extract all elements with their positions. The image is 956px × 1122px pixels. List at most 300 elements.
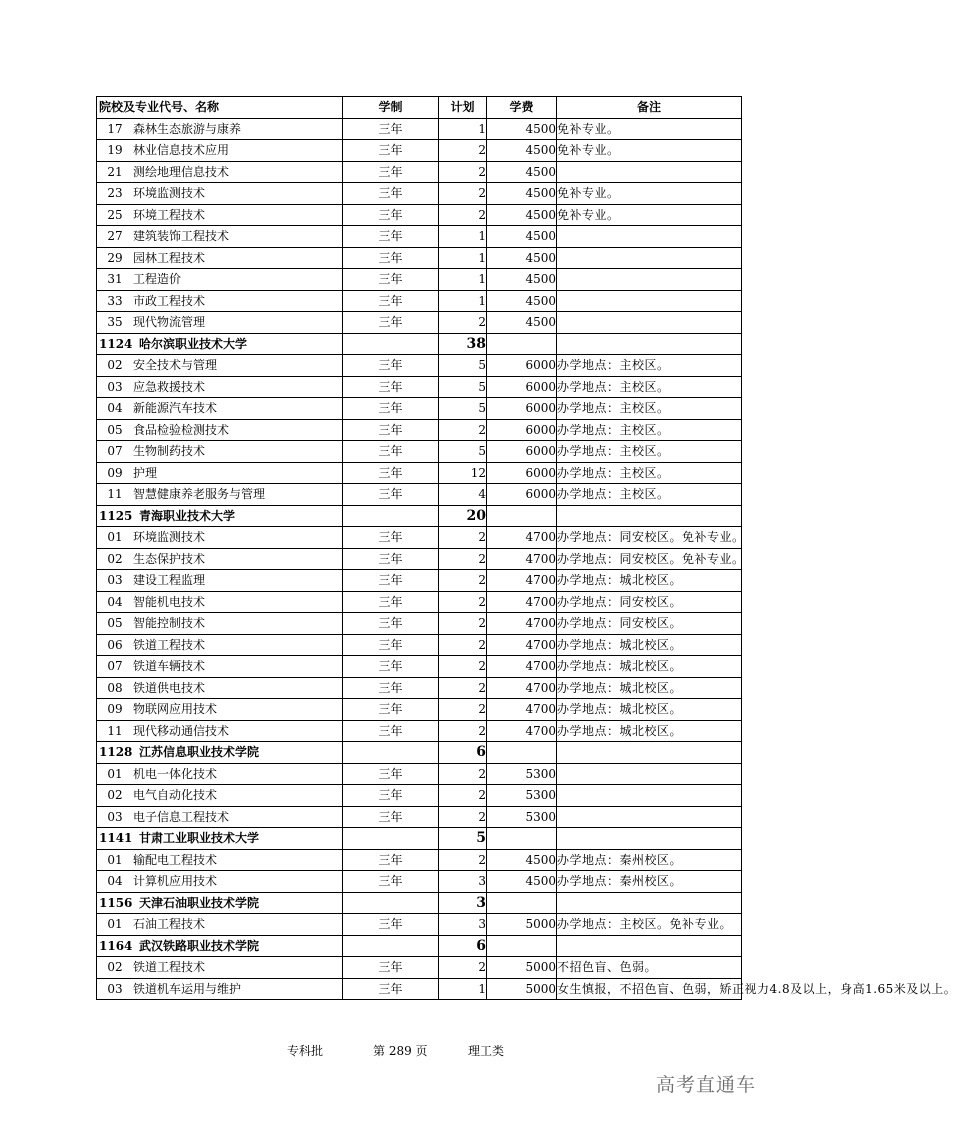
major-name: 铁道车辆技术 bbox=[133, 659, 206, 673]
fee-cell: 4500 bbox=[487, 161, 557, 183]
major-code: 02 bbox=[107, 788, 123, 802]
major-code: 33 bbox=[107, 293, 123, 308]
name-cell bbox=[97, 269, 343, 291]
duration-cell: 三年 bbox=[343, 226, 439, 248]
school-row bbox=[97, 892, 742, 914]
plan-cell: 2 bbox=[439, 763, 487, 785]
duration-cell: 三年 bbox=[343, 720, 439, 742]
header-fee: 学费 bbox=[487, 97, 557, 119]
duration-cell: 三年 bbox=[343, 161, 439, 183]
major-name: 智能控制技术 bbox=[133, 616, 206, 630]
plan-cell: 2 bbox=[439, 548, 487, 570]
name-cell bbox=[97, 333, 343, 355]
plan-cell: 4 bbox=[439, 484, 487, 506]
note-cell: 办学地点：同安校区。免补专业。 bbox=[557, 548, 742, 570]
table-row bbox=[97, 978, 742, 1000]
duration-cell: 三年 bbox=[343, 398, 439, 420]
fee-cell: 5000 bbox=[487, 978, 557, 1000]
major-name: 建设工程监理 bbox=[133, 573, 206, 587]
major-code: 05 bbox=[107, 422, 123, 437]
major-name: 环境监测技术 bbox=[133, 186, 206, 200]
fee-cell: 4700 bbox=[487, 634, 557, 656]
plan-cell: 2 bbox=[439, 527, 487, 549]
table-row bbox=[97, 290, 742, 312]
fee-cell: 6000 bbox=[487, 398, 557, 420]
name-cell bbox=[97, 720, 343, 742]
major-name: 生态保护技术 bbox=[133, 551, 206, 566]
fee-cell: 4700 bbox=[487, 677, 557, 699]
table-row bbox=[97, 677, 742, 699]
major-name: 园林工程技术 bbox=[133, 250, 206, 265]
note-cell: 办学地点：城北校区。 bbox=[557, 677, 742, 699]
plan-cell: 2 bbox=[439, 699, 487, 721]
fee-cell: 4500 bbox=[487, 226, 557, 248]
note-cell: 办学地点：主校区。 bbox=[557, 484, 742, 506]
name-cell bbox=[97, 118, 343, 140]
duration-cell bbox=[343, 828, 439, 850]
school-code: 1128 bbox=[99, 745, 133, 759]
header-plan: 计划 bbox=[439, 97, 487, 119]
table-row bbox=[97, 118, 742, 140]
fee-cell: 4700 bbox=[487, 699, 557, 721]
fee-cell: 4500 bbox=[487, 183, 557, 205]
plan-cell: 5 bbox=[439, 398, 487, 420]
plan-cell: 2 bbox=[439, 957, 487, 979]
table-row bbox=[97, 871, 742, 893]
plan-cell: 2 bbox=[439, 419, 487, 441]
name-cell bbox=[97, 484, 343, 506]
major-code: 21 bbox=[107, 164, 123, 179]
name-cell bbox=[97, 290, 343, 312]
fee-cell: 5000 bbox=[487, 914, 557, 936]
major-code: 01 bbox=[107, 917, 123, 931]
fee-cell: 4500 bbox=[487, 269, 557, 291]
major-code: 07 bbox=[107, 444, 123, 458]
plan-cell: 5 bbox=[439, 828, 487, 850]
major-code: 01 bbox=[107, 530, 123, 544]
note-cell: 女生慎报，不招色盲、色弱，矫正视力4.8及以上，身高1.65米及以上。 bbox=[557, 978, 742, 1000]
major-code: 25 bbox=[107, 207, 123, 222]
fee-cell: 6000 bbox=[487, 441, 557, 463]
duration-cell: 三年 bbox=[343, 806, 439, 828]
plan-cell: 12 bbox=[439, 462, 487, 484]
name-cell bbox=[97, 957, 343, 979]
fee-cell: 4500 bbox=[487, 871, 557, 893]
school-code: 1156 bbox=[99, 895, 133, 910]
note-cell: 办学地点：城北校区。 bbox=[557, 570, 742, 592]
plan-cell: 1 bbox=[439, 226, 487, 248]
note-cell: 办学地点：主校区。 bbox=[557, 419, 742, 441]
duration-cell: 三年 bbox=[343, 376, 439, 398]
table-row bbox=[97, 140, 742, 162]
table-row bbox=[97, 376, 742, 398]
duration-cell: 三年 bbox=[343, 204, 439, 226]
duration-cell: 三年 bbox=[343, 656, 439, 678]
table-row bbox=[97, 548, 742, 570]
fee-cell: 5300 bbox=[487, 785, 557, 807]
name-cell bbox=[97, 398, 343, 420]
major-code: 31 bbox=[107, 272, 123, 286]
major-name: 石油工程技术 bbox=[133, 917, 206, 931]
major-code: 01 bbox=[107, 766, 123, 781]
major-name: 物联网应用技术 bbox=[133, 702, 218, 716]
name-cell bbox=[97, 871, 343, 893]
fee-cell: 4700 bbox=[487, 720, 557, 742]
plan-cell: 2 bbox=[439, 161, 487, 183]
table-row bbox=[97, 527, 742, 549]
note-cell bbox=[557, 505, 742, 527]
major-code: 08 bbox=[107, 680, 123, 695]
school-code: 1124 bbox=[99, 336, 133, 351]
major-code: 05 bbox=[107, 616, 123, 630]
fee-cell bbox=[487, 333, 557, 355]
table-row bbox=[97, 204, 742, 226]
major-code: 27 bbox=[107, 229, 123, 243]
fee-cell: 4500 bbox=[487, 290, 557, 312]
school-row bbox=[97, 333, 742, 355]
duration-cell: 三年 bbox=[343, 914, 439, 936]
duration-cell: 三年 bbox=[343, 419, 439, 441]
plan-cell: 2 bbox=[439, 204, 487, 226]
note-cell: 免补专业。 bbox=[557, 204, 742, 226]
fee-cell bbox=[487, 935, 557, 957]
school-name: 天津石油职业技术学院 bbox=[139, 895, 260, 910]
major-name: 智慧健康养老服务与管理 bbox=[133, 487, 266, 501]
duration-cell: 三年 bbox=[343, 355, 439, 377]
major-code: 02 bbox=[107, 551, 123, 566]
school-code: 1125 bbox=[99, 508, 133, 523]
fee-cell: 5300 bbox=[487, 806, 557, 828]
major-name: 食品检验检测技术 bbox=[133, 422, 230, 437]
major-code: 01 bbox=[107, 852, 123, 867]
duration-cell: 三年 bbox=[343, 978, 439, 1000]
plan-cell: 1 bbox=[439, 118, 487, 140]
plan-cell: 2 bbox=[439, 613, 487, 635]
note-cell: 办学地点：主校区。 bbox=[557, 441, 742, 463]
major-name: 电气自动化技术 bbox=[133, 788, 218, 802]
major-name: 电子信息工程技术 bbox=[133, 809, 230, 824]
fee-cell bbox=[487, 892, 557, 914]
major-name: 应急救援技术 bbox=[133, 379, 206, 394]
plan-cell: 2 bbox=[439, 140, 487, 162]
plan-cell: 20 bbox=[439, 505, 487, 527]
duration-cell: 三年 bbox=[343, 570, 439, 592]
duration-cell: 三年 bbox=[343, 527, 439, 549]
note-cell: 办学地点：城北校区。 bbox=[557, 699, 742, 721]
school-row bbox=[97, 935, 742, 957]
major-code: 11 bbox=[107, 487, 123, 501]
plan-cell: 5 bbox=[439, 355, 487, 377]
major-code: 02 bbox=[107, 358, 123, 372]
plan-cell: 2 bbox=[439, 785, 487, 807]
plan-cell: 3 bbox=[439, 871, 487, 893]
duration-cell: 三年 bbox=[343, 312, 439, 334]
major-code: 23 bbox=[107, 186, 123, 200]
fee-cell bbox=[487, 742, 557, 764]
name-cell bbox=[97, 742, 343, 764]
name-cell bbox=[97, 677, 343, 699]
school-row bbox=[97, 828, 742, 850]
major-name: 护理 bbox=[133, 465, 158, 480]
major-name: 工程造价 bbox=[133, 272, 182, 286]
fee-cell: 4500 bbox=[487, 849, 557, 871]
plan-cell: 5 bbox=[439, 376, 487, 398]
name-cell bbox=[97, 634, 343, 656]
major-name: 输配电工程技术 bbox=[133, 852, 218, 867]
note-cell bbox=[557, 312, 742, 334]
note-cell bbox=[557, 828, 742, 850]
name-cell bbox=[97, 591, 343, 613]
school-name: 哈尔滨职业技术大学 bbox=[139, 336, 248, 351]
note-cell: 免补专业。 bbox=[557, 183, 742, 205]
name-cell bbox=[97, 656, 343, 678]
plan-cell: 6 bbox=[439, 935, 487, 957]
major-name: 计算机应用技术 bbox=[133, 874, 218, 888]
major-name: 智能机电技术 bbox=[133, 594, 206, 609]
duration-cell: 三年 bbox=[343, 763, 439, 785]
school-name: 江苏信息职业技术学院 bbox=[139, 745, 260, 759]
duration-cell: 三年 bbox=[343, 140, 439, 162]
duration-cell: 三年 bbox=[343, 677, 439, 699]
fee-cell bbox=[487, 505, 557, 527]
duration-cell: 三年 bbox=[343, 441, 439, 463]
name-cell bbox=[97, 204, 343, 226]
school-name: 甘肃工业职业技术大学 bbox=[139, 831, 260, 845]
table-row bbox=[97, 462, 742, 484]
fee-cell bbox=[487, 828, 557, 850]
table-row bbox=[97, 763, 742, 785]
major-code: 03 bbox=[107, 981, 123, 996]
plan-cell: 2 bbox=[439, 183, 487, 205]
major-name: 铁道机车运用与维护 bbox=[133, 981, 242, 996]
fee-cell: 5000 bbox=[487, 957, 557, 979]
name-cell bbox=[97, 161, 343, 183]
fee-cell: 4500 bbox=[487, 204, 557, 226]
name-cell bbox=[97, 828, 343, 850]
table-row bbox=[97, 419, 742, 441]
table-row bbox=[97, 441, 742, 463]
name-cell bbox=[97, 763, 343, 785]
major-code: 07 bbox=[107, 659, 123, 673]
name-cell bbox=[97, 505, 343, 527]
name-cell bbox=[97, 140, 343, 162]
note-cell: 办学地点：同安校区。 bbox=[557, 591, 742, 613]
name-cell bbox=[97, 914, 343, 936]
footer-page-number: 第 289 页 bbox=[373, 1044, 428, 1058]
note-cell bbox=[557, 161, 742, 183]
duration-cell bbox=[343, 505, 439, 527]
major-name: 新能源汽车技术 bbox=[133, 401, 218, 415]
name-cell bbox=[97, 312, 343, 334]
table-row bbox=[97, 957, 742, 979]
duration-cell: 三年 bbox=[343, 247, 439, 269]
name-cell bbox=[97, 548, 343, 570]
duration-cell: 三年 bbox=[343, 290, 439, 312]
major-code: 17 bbox=[107, 121, 123, 136]
fee-cell: 4700 bbox=[487, 527, 557, 549]
major-name: 环境监测技术 bbox=[133, 530, 206, 544]
major-name: 安全技术与管理 bbox=[133, 358, 218, 372]
note-cell bbox=[557, 247, 742, 269]
major-code: 09 bbox=[107, 702, 123, 716]
name-cell bbox=[97, 226, 343, 248]
name-cell bbox=[97, 527, 343, 549]
name-cell bbox=[97, 247, 343, 269]
table-row bbox=[97, 484, 742, 506]
table-row bbox=[97, 699, 742, 721]
plan-cell: 1 bbox=[439, 247, 487, 269]
major-code: 03 bbox=[107, 573, 123, 587]
plan-cell: 1 bbox=[439, 978, 487, 1000]
plan-cell: 2 bbox=[439, 806, 487, 828]
note-cell: 办学地点：城北校区。 bbox=[557, 634, 742, 656]
name-cell bbox=[97, 785, 343, 807]
table-body bbox=[97, 118, 956, 1000]
note-cell: 办学地点：主校区。免补专业。 bbox=[557, 914, 742, 936]
duration-cell: 三年 bbox=[343, 548, 439, 570]
table-row bbox=[97, 914, 742, 936]
footer-batch: 专科批 bbox=[287, 1044, 324, 1058]
duration-cell bbox=[343, 742, 439, 764]
note-cell: 办学地点：主校区。 bbox=[557, 462, 742, 484]
major-code: 11 bbox=[107, 723, 123, 738]
major-name: 测绘地理信息技术 bbox=[133, 164, 230, 179]
plan-cell: 3 bbox=[439, 892, 487, 914]
fee-cell: 4700 bbox=[487, 591, 557, 613]
school-row bbox=[97, 742, 742, 764]
major-name: 铁道供电技术 bbox=[133, 680, 206, 695]
major-code: 04 bbox=[107, 594, 123, 609]
table-row bbox=[97, 656, 742, 678]
major-code: 04 bbox=[107, 874, 123, 888]
major-name: 市政工程技术 bbox=[133, 293, 206, 308]
plan-cell: 2 bbox=[439, 849, 487, 871]
fee-cell: 4700 bbox=[487, 570, 557, 592]
plan-cell: 38 bbox=[439, 333, 487, 355]
duration-cell: 三年 bbox=[343, 484, 439, 506]
major-name: 现代移动通信技术 bbox=[133, 723, 230, 738]
name-cell bbox=[97, 419, 343, 441]
table-row bbox=[97, 613, 742, 635]
school-name: 武汉铁路职业技术学院 bbox=[139, 938, 260, 953]
duration-cell: 三年 bbox=[343, 269, 439, 291]
note-cell: 办学地点：秦州校区。 bbox=[557, 849, 742, 871]
duration-cell: 三年 bbox=[343, 871, 439, 893]
name-cell bbox=[97, 978, 343, 1000]
major-name: 生物制药技术 bbox=[133, 444, 206, 458]
major-code: 19 bbox=[107, 143, 123, 157]
watermark-logo-text: 高考直通车 bbox=[656, 1074, 757, 1096]
note-cell bbox=[557, 226, 742, 248]
major-code: 06 bbox=[107, 637, 123, 652]
name-cell bbox=[97, 613, 343, 635]
note-cell bbox=[557, 935, 742, 957]
plan-cell: 2 bbox=[439, 591, 487, 613]
note-cell: 免补专业。 bbox=[557, 118, 742, 140]
major-code: 35 bbox=[107, 315, 123, 329]
duration-cell: 三年 bbox=[343, 699, 439, 721]
table-row bbox=[97, 720, 742, 742]
plan-cell: 2 bbox=[439, 312, 487, 334]
plan-cell: 2 bbox=[439, 570, 487, 592]
note-cell: 办学地点：同安校区。 bbox=[557, 613, 742, 635]
fee-cell: 4500 bbox=[487, 118, 557, 140]
duration-cell bbox=[343, 892, 439, 914]
header-duration: 学制 bbox=[343, 97, 439, 119]
note-cell: 办学地点：秦州校区。 bbox=[557, 871, 742, 893]
major-name: 环境工程技术 bbox=[133, 207, 206, 222]
table-row bbox=[97, 183, 742, 205]
table-row bbox=[97, 355, 742, 377]
major-code: 02 bbox=[107, 960, 123, 974]
major-name: 林业信息技术应用 bbox=[133, 143, 230, 157]
plan-cell: 2 bbox=[439, 677, 487, 699]
major-code: 03 bbox=[107, 379, 123, 394]
table-header-row bbox=[97, 97, 742, 119]
fee-cell: 4700 bbox=[487, 656, 557, 678]
note-cell: 办学地点：城北校区。 bbox=[557, 656, 742, 678]
note-cell bbox=[557, 333, 742, 355]
school-code: 1164 bbox=[99, 938, 133, 953]
footer-category: 理工类 bbox=[468, 1044, 505, 1058]
admission-plan-table bbox=[96, 96, 956, 1000]
plan-cell: 1 bbox=[439, 290, 487, 312]
duration-cell bbox=[343, 333, 439, 355]
fee-cell: 4500 bbox=[487, 140, 557, 162]
plan-cell: 1 bbox=[439, 269, 487, 291]
table-row bbox=[97, 312, 742, 334]
major-name: 建筑装饰工程技术 bbox=[133, 229, 230, 243]
duration-cell: 三年 bbox=[343, 634, 439, 656]
table-row bbox=[97, 247, 742, 269]
name-cell bbox=[97, 806, 343, 828]
duration-cell: 三年 bbox=[343, 957, 439, 979]
major-code: 03 bbox=[107, 809, 123, 824]
duration-cell: 三年 bbox=[343, 462, 439, 484]
note-cell: 办学地点：同安校区。免补专业。 bbox=[557, 527, 742, 549]
fee-cell: 6000 bbox=[487, 355, 557, 377]
fee-cell: 6000 bbox=[487, 462, 557, 484]
duration-cell: 三年 bbox=[343, 118, 439, 140]
note-cell: 不招色盲、色弱。 bbox=[557, 957, 742, 979]
table-row bbox=[97, 269, 742, 291]
name-cell bbox=[97, 935, 343, 957]
fee-cell: 4700 bbox=[487, 548, 557, 570]
duration-cell: 三年 bbox=[343, 785, 439, 807]
note-cell: 办学地点：主校区。 bbox=[557, 355, 742, 377]
table-row bbox=[97, 570, 742, 592]
note-cell bbox=[557, 892, 742, 914]
name-cell bbox=[97, 376, 343, 398]
plan-cell: 2 bbox=[439, 656, 487, 678]
fee-cell: 6000 bbox=[487, 484, 557, 506]
name-cell bbox=[97, 892, 343, 914]
table-row bbox=[97, 806, 742, 828]
major-name: 铁道工程技术 bbox=[133, 960, 206, 974]
fee-cell: 5300 bbox=[487, 763, 557, 785]
table-row bbox=[97, 849, 742, 871]
table-row bbox=[97, 785, 742, 807]
major-code: 09 bbox=[107, 465, 123, 480]
major-name: 现代物流管理 bbox=[133, 315, 206, 329]
major-name: 铁道工程技术 bbox=[133, 637, 206, 652]
table-row bbox=[97, 634, 742, 656]
fee-cell: 6000 bbox=[487, 419, 557, 441]
note-cell bbox=[557, 763, 742, 785]
school-row bbox=[97, 505, 742, 527]
fee-cell: 4500 bbox=[487, 312, 557, 334]
name-cell bbox=[97, 570, 343, 592]
